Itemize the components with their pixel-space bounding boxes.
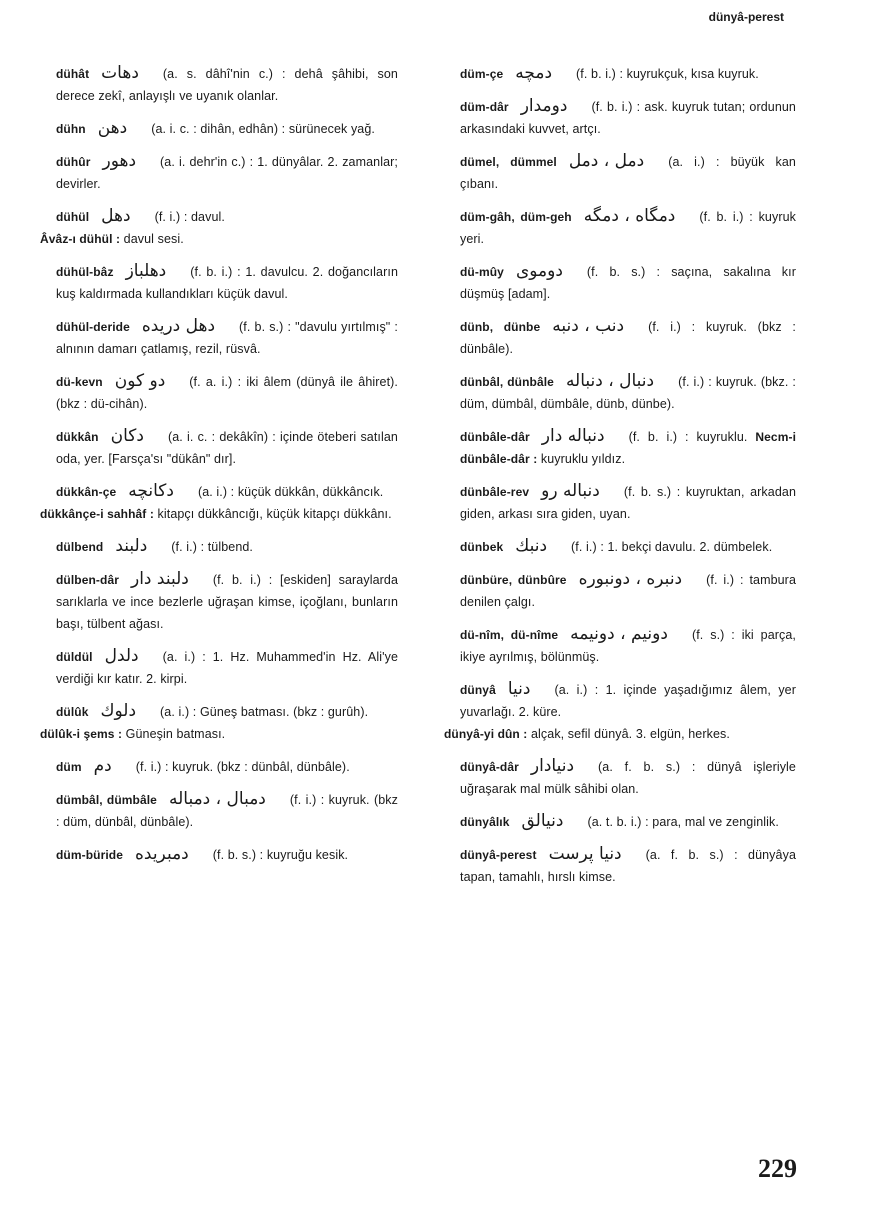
arabic-script: دهلباز bbox=[125, 261, 167, 281]
arabic-script: دو كون bbox=[114, 371, 166, 391]
headword: dünb, dünbe bbox=[460, 320, 541, 334]
dictionary-entry bbox=[20, 755, 398, 778]
dictionary-entry bbox=[20, 788, 398, 833]
sub-entry bbox=[20, 503, 398, 525]
sub-entry bbox=[20, 723, 398, 745]
dictionary-entry bbox=[20, 117, 398, 140]
entry-body bbox=[424, 260, 796, 305]
arabic-script: دنبك bbox=[515, 536, 548, 556]
headword: düm-çe bbox=[460, 67, 504, 81]
arabic-script: دنیالق bbox=[521, 811, 564, 831]
headword: dünbâle-dâr bbox=[460, 430, 530, 444]
right-column bbox=[424, 62, 796, 898]
definition: (f. s.) : iki parça, ikiye ayrılmış, bölünmüş. bbox=[460, 628, 796, 664]
dictionary-entry bbox=[20, 425, 398, 470]
entry-body bbox=[424, 150, 796, 195]
definition: (a. f. b. s.) : dünyâya tapan, tamahlı, hırslı kimse. bbox=[460, 848, 796, 884]
definition: (f. b. i.) : kuyrukçuk, kısa kuyruk. bbox=[576, 67, 759, 81]
definition: (a. i. dehr'in c.) : 1. dünyâlar. 2. zamanlar; devirler. bbox=[56, 155, 398, 191]
sub-definition: kuyruklu yıldız. bbox=[540, 452, 626, 466]
sub-headword: dükkânçe-i sahhâf : bbox=[40, 507, 154, 521]
entry-body bbox=[424, 843, 796, 888]
arabic-script: دمگاه ، دمگه bbox=[583, 206, 676, 226]
definition: (f. b. s.) : saçına, sakalına kır düşmüş [adam]. bbox=[460, 265, 796, 301]
definition: (f. b. s.) : "davulu yırtılmış" : alnının damarı çatlamış, rezil, rüsvâ. bbox=[56, 320, 398, 356]
entry-body bbox=[424, 62, 796, 85]
entry-body bbox=[20, 260, 398, 305]
definition: (a. i.) : Güneş batması. (bkz : gurûh). bbox=[160, 705, 369, 719]
dictionary-entry bbox=[424, 370, 796, 415]
arabic-script: دمچه bbox=[515, 63, 553, 83]
arabic-script: دلبند دار bbox=[131, 569, 189, 589]
headword: dühül-bâz bbox=[56, 265, 114, 279]
dictionary-entry bbox=[424, 62, 796, 85]
arabic-script: دهل bbox=[101, 206, 131, 226]
dictionary-entry bbox=[424, 678, 796, 745]
entry-body bbox=[424, 315, 796, 360]
entry-body bbox=[20, 700, 398, 723]
entry-body bbox=[424, 810, 796, 833]
arabic-script: دنب ، دنبه bbox=[552, 316, 625, 336]
definition: (f. b. s.) : kuyruktan, arkadan giden, arkası sıra giden, uyan. bbox=[460, 485, 796, 521]
definition: (f. b. i.) : 1. davulcu. 2. doğancıların kuş kaldırmada kullandıkları küçük davul. bbox=[56, 265, 398, 301]
headword: dünbâle-rev bbox=[460, 485, 530, 499]
definition: (a. i.) : 1. içinde yaşadığımız âlem, yer yuvarlağı. 2. küre. bbox=[460, 683, 796, 719]
dictionary-entry bbox=[424, 810, 796, 833]
headword: düm-dâr bbox=[460, 100, 509, 114]
headword: dü-mûy bbox=[460, 265, 504, 279]
arabic-script: دنیادار bbox=[530, 756, 575, 776]
entry-body bbox=[20, 645, 398, 690]
dictionary-entry bbox=[424, 205, 796, 250]
definition: (f. i.) : kuyruk. (bkz. : düm, dümbâl, dümbâle, dünb, dünbe). bbox=[460, 375, 796, 411]
dictionary-entry bbox=[424, 150, 796, 195]
dictionary-entry bbox=[20, 645, 398, 690]
definition: (a. i.) : 1. Hz. Muhammed'in Hz. Ali'ye verdiği kır katır. 2. kirpi. bbox=[56, 650, 398, 686]
entry-body bbox=[20, 205, 398, 228]
entry-body bbox=[20, 755, 398, 778]
dictionary-entry bbox=[20, 315, 398, 360]
entry-body bbox=[424, 205, 796, 250]
definition: (f. b. i.) : ask. kuyruk tutan; ordunun arkasındaki kuvvet, artçı. bbox=[460, 100, 796, 136]
arabic-script: دنبره ، دونبوره bbox=[578, 569, 683, 589]
dictionary-entry bbox=[20, 480, 398, 525]
sub-entry bbox=[424, 723, 796, 745]
headword: dümel, dümmel bbox=[460, 155, 557, 169]
definition: (a. i. c. : dekâkîn) : içinde öteberi satılan oda, yer. [Farsça'sı "dükân" dır]. bbox=[56, 430, 398, 466]
left-column bbox=[20, 62, 398, 876]
dictionary-entry bbox=[424, 843, 796, 888]
headword: dühn bbox=[56, 122, 86, 136]
arabic-script: دمبریده bbox=[135, 844, 189, 864]
entry-body bbox=[20, 315, 398, 360]
entry-body bbox=[424, 568, 796, 613]
definition: (f. i.) : tambura denilen çalgı. bbox=[460, 573, 796, 609]
dictionary-entry bbox=[424, 95, 796, 140]
headword: dünyâ-dâr bbox=[460, 760, 519, 774]
entry-body bbox=[20, 568, 398, 635]
headword: dühûr bbox=[56, 155, 91, 169]
dictionary-entry bbox=[424, 755, 796, 800]
entry-body bbox=[424, 95, 796, 140]
sub-definition: Güneşin batması. bbox=[125, 727, 226, 741]
dictionary-entry bbox=[424, 315, 796, 360]
definition: (f. i.) : kuyruk. (bkz : dünbâle). bbox=[460, 320, 796, 356]
entry-body bbox=[20, 117, 398, 140]
arabic-script: دنباله رو bbox=[541, 481, 600, 501]
entry-body bbox=[20, 535, 398, 558]
definition: (a. i.) : küçük dükkân, dükkâncık. bbox=[197, 485, 384, 499]
headword: dü-kevn bbox=[56, 375, 103, 389]
arabic-script: دونیم ، دونیمه bbox=[570, 624, 668, 644]
dictionary-entry bbox=[424, 623, 796, 668]
headword: dülben-dâr bbox=[56, 573, 119, 587]
arabic-script: دهل دریده bbox=[141, 316, 216, 336]
dictionary-entry bbox=[424, 260, 796, 305]
dictionary-entry bbox=[20, 370, 398, 415]
headword: dü-nîm, dü-nîme bbox=[460, 628, 559, 642]
headword: düm-gâh, düm-geh bbox=[460, 210, 572, 224]
sub-headword: Âvâz-ı dühül : bbox=[40, 232, 121, 246]
dictionary-entry bbox=[424, 480, 796, 525]
entry-body bbox=[424, 535, 796, 558]
headword: dülûk bbox=[56, 705, 89, 719]
entry-body bbox=[20, 480, 398, 503]
arabic-script: دنباله دار bbox=[541, 426, 605, 446]
sub-definition: davul sesi. bbox=[123, 232, 184, 246]
headword: dünyâ bbox=[460, 683, 496, 697]
sub-definition: kitapçı dükkâncığı, küçük kitapçı dükkânı. bbox=[157, 507, 392, 521]
headword: dülbend bbox=[56, 540, 104, 554]
definition: (a. t. b. i.) : para, mal ve zenginlik. bbox=[587, 815, 779, 829]
arabic-script: دمبال ، دمباله bbox=[168, 789, 266, 809]
entry-body bbox=[424, 370, 796, 415]
arabic-script: دهن bbox=[97, 118, 128, 138]
headword: dünyâ-perest bbox=[460, 848, 537, 862]
sub-entry bbox=[20, 228, 398, 250]
definition: (f. a. i.) : iki âlem (dünyâ ile âhiret). (bkz : dü-cihân). bbox=[56, 375, 398, 411]
entry-body bbox=[20, 843, 398, 866]
arabic-script: دهات bbox=[101, 63, 139, 83]
headword: dünbâl, dünbâle bbox=[460, 375, 554, 389]
arabic-script: دلدل bbox=[104, 646, 139, 666]
headword: dükkân-çe bbox=[56, 485, 117, 499]
definition: (a. i.) : büyük kan çıbanı. bbox=[460, 155, 796, 191]
headword: dünyâlık bbox=[460, 815, 510, 829]
arabic-script: دكان bbox=[110, 426, 144, 446]
sub-headword: dünyâ-yi dûn : bbox=[444, 727, 528, 741]
headword: düm bbox=[56, 760, 82, 774]
entry-body bbox=[424, 425, 796, 470]
entry-body bbox=[424, 755, 796, 800]
headword: dükkân bbox=[56, 430, 99, 444]
dictionary-entry bbox=[20, 568, 398, 635]
arabic-script: دكانچه bbox=[128, 481, 174, 501]
headword: dühât bbox=[56, 67, 90, 81]
definition: (a. i. c. : dihân, edhân) : sürünecek yağ. bbox=[151, 122, 375, 136]
arabic-script: دنیا پرست bbox=[548, 844, 622, 864]
dictionary-entry bbox=[424, 425, 796, 470]
headword: düldül bbox=[56, 650, 93, 664]
dictionary-entry bbox=[20, 62, 398, 107]
dictionary-entry bbox=[424, 568, 796, 613]
dictionary-entry bbox=[424, 535, 796, 558]
definition: (f. i.) : kuyruk. (bkz : dünbâl, dünbâle). bbox=[135, 760, 350, 774]
definition: (f. b. i.) : kuyruk yeri. bbox=[460, 210, 797, 246]
dictionary-entry bbox=[20, 205, 398, 250]
dictionary-entry bbox=[20, 843, 398, 866]
definition: (f. b. i.) : kuyruklu. bbox=[628, 430, 748, 444]
definition: (a. f. b. s.) : dünyâ işleriyle uğraşarak mal mülk sâhibi olan. bbox=[460, 760, 796, 796]
arabic-script: دنیا bbox=[507, 679, 531, 699]
arabic-script: دومدار bbox=[520, 96, 568, 116]
entry-body bbox=[20, 788, 398, 833]
arabic-script: دمل ، دمل bbox=[568, 151, 645, 171]
headword: dümbâl, dümbâle bbox=[56, 793, 157, 807]
dictionary-entry bbox=[20, 150, 398, 195]
page-number: 229 bbox=[758, 1154, 797, 1183]
dictionary-entry bbox=[20, 535, 398, 558]
entry-body bbox=[20, 150, 398, 195]
headword: dühül bbox=[56, 210, 90, 224]
arabic-script: دلبند bbox=[115, 536, 148, 556]
entry-body bbox=[20, 370, 398, 415]
sub-definition: alçak, sefil dünyâ. 3. elgün, herkes. bbox=[530, 727, 730, 741]
definition: (f. i.) : davul. bbox=[154, 210, 225, 224]
entry-body bbox=[20, 62, 398, 107]
headword: dünbüre, dünbûre bbox=[460, 573, 567, 587]
definition: (a. s. dâhî'nin c.) : dehâ şâhibi, son derece zekî, anlayışlı ve uyanık olanlar. bbox=[56, 67, 398, 103]
arabic-script: دلوك bbox=[100, 701, 137, 721]
definition: (f. b. i.) : [eskiden] saraylarda sarıklarla ve ince bezlerle uğraşan kimse, içoğlanı, bunların başı, tülbent ağası. bbox=[56, 573, 398, 631]
sub-headword: Necm-i dünbâle-dâr : bbox=[460, 430, 797, 466]
arabic-script: دوموی bbox=[515, 261, 563, 281]
headword: düm-büride bbox=[56, 848, 123, 862]
entry-body bbox=[424, 480, 796, 525]
arabic-script: دنبال ، دنباله bbox=[565, 371, 655, 391]
sub-headword: dülûk-i şems : bbox=[40, 727, 123, 741]
arabic-script: دهور bbox=[102, 151, 137, 171]
entry-body bbox=[424, 678, 796, 723]
headword: dünbek bbox=[460, 540, 504, 554]
entry-body bbox=[20, 425, 398, 470]
running-head: dünyâ-perest bbox=[708, 10, 784, 24]
dictionary-entry bbox=[20, 260, 398, 305]
definition: (f. i.) : 1. bekçi davulu. 2. dümbelek. bbox=[571, 540, 773, 554]
definition: (f. i.) : tülbend. bbox=[171, 540, 253, 554]
definition: (f. b. s.) : kuyruğu kesik. bbox=[212, 848, 349, 862]
arabic-script: دم bbox=[93, 756, 112, 776]
headword: dühül-deride bbox=[56, 320, 130, 334]
entry-body bbox=[424, 623, 796, 668]
definition: (f. i.) : kuyruk. (bkz : düm, dünbâl, dünbâle). bbox=[56, 793, 398, 829]
dictionary-entry bbox=[20, 700, 398, 745]
